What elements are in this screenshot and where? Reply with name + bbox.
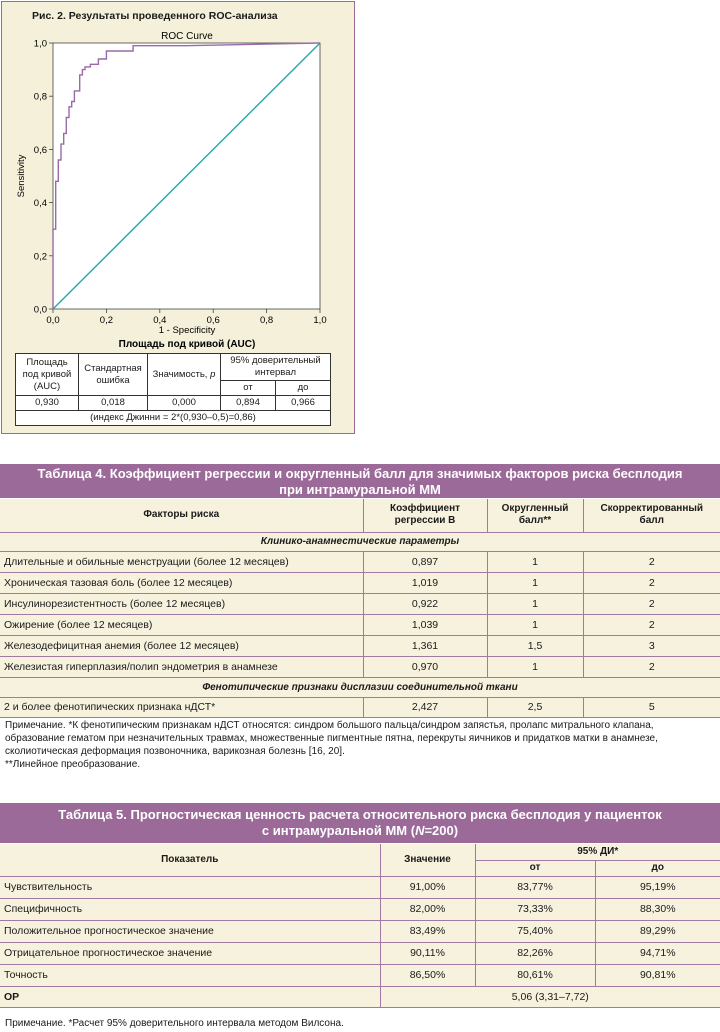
t5-ci-to: 89,29%: [595, 920, 720, 942]
table-row: [0, 898, 720, 920]
t4-corr-value: 5: [583, 697, 720, 717]
t4-factor-name: Ожирение (более 12 месяцев): [0, 614, 363, 635]
t5-or-label: ОР: [0, 986, 380, 1007]
p-value: 0,000: [148, 396, 221, 411]
roc-figure: [1, 1, 355, 434]
t4-corr-value: 2: [583, 614, 720, 635]
t5-ci-to: 94,71%: [595, 942, 720, 964]
t5-header-from: от: [475, 860, 595, 876]
t5-or-value: 5,06 (3,31–7,72): [380, 986, 720, 1007]
t4-coef-value: 1,361: [363, 635, 487, 656]
t4-coef-value: 0,922: [363, 593, 487, 614]
auc-table: [15, 353, 331, 426]
auc-subtitle: Площадь под кривой (AUC): [118, 339, 256, 350]
t4-section-phenotype: Фенотипические признаки дисплазии соединительной ткани: [0, 677, 720, 697]
table-row: [0, 964, 720, 986]
t5-value: 91,00%: [380, 876, 475, 898]
table-row: [0, 551, 720, 572]
t5-ci-from: 82,26%: [475, 942, 595, 964]
chart-title: ROC Curve: [161, 31, 213, 42]
table-row: [0, 572, 720, 593]
t5-ci-from: 73,33%: [475, 898, 595, 920]
t5-header-value: Значение: [380, 844, 475, 876]
y-tick-label: 0,6: [33, 144, 47, 156]
table5-title: [0, 803, 720, 843]
t4-round-value: 1: [487, 551, 583, 572]
table4-note-line2: **Линейное преобразование.: [5, 759, 141, 770]
t5-value: 86,50%: [380, 964, 475, 986]
x-tick-label: 0,0: [46, 315, 60, 326]
x-tick-label: 0,4: [153, 315, 167, 326]
t4-round-value: 1: [487, 593, 583, 614]
t4-round-value: 1: [487, 572, 583, 593]
x-tick-label: 0,8: [259, 315, 274, 326]
table-row: [0, 614, 720, 635]
t4-factor-name: 2 и более фенотипических признака нДСТ*: [0, 697, 363, 717]
gini-note: (индекс Джинни = 2*(0,930–0,5)=0,86): [16, 411, 331, 426]
table5-title-line1: Таблица 5. Прогностическая ценность расчета относительного риска бесплодия у пациенток: [58, 807, 662, 822]
table-row: [0, 635, 720, 656]
x-axis-label: 1 - Specificity: [158, 325, 216, 336]
t5-header-indicator: Показатель: [0, 844, 380, 876]
ci-to-value: 0,966: [275, 396, 330, 411]
t4-coef-value: 1,039: [363, 614, 487, 635]
t4-factor-name: Длительные и обильные менструации (более 12 месяцев): [0, 551, 363, 572]
t4-coef-value: 0,897: [363, 551, 487, 572]
y-tick-label: 0,4: [33, 198, 47, 210]
t4-factor-name: Хроническая тазовая боль (более 12 месяцев): [0, 572, 363, 593]
table4-title: [0, 464, 720, 498]
t5-header-to: до: [595, 860, 720, 876]
table5-note: Примечание. *Расчет 95% доверительного интервала методом Вилсона.: [5, 1018, 344, 1029]
table-row: [0, 697, 720, 717]
t4-header-factor: Факторы риска: [0, 499, 363, 532]
y-tick-label: 0,2: [33, 251, 47, 263]
table5: [0, 844, 720, 1008]
table-row: [0, 656, 720, 677]
t4-round-value: 1: [487, 614, 583, 635]
t5-indicator-name: Чувствительность: [0, 876, 380, 898]
t5-indicator-name: Отрицательное прогностическое значение: [0, 942, 380, 964]
table-row: [0, 876, 720, 898]
t4-corr-value: 2: [583, 551, 720, 572]
figure-title: Рис. 2. Результаты проведенного ROC-анализа: [32, 10, 278, 22]
auc-value: 0,930: [16, 396, 79, 411]
table4: [0, 499, 720, 718]
y-tick-label: 1,0: [33, 38, 47, 50]
table-row: [0, 593, 720, 614]
y-tick-label: 0,0: [33, 304, 47, 316]
ci-to-header: до: [275, 381, 330, 396]
t5-indicator-name: Точность: [0, 964, 380, 986]
se-value: 0,018: [79, 396, 148, 411]
table5-title-line2: с интрамуральной ММ (N=200): [261, 823, 459, 838]
t5-ci-from: 80,61%: [475, 964, 595, 986]
t4-factor-name: Железистая гиперплазия/полип эндометрия в анамнезе: [0, 656, 363, 677]
t4-corr-value: 2: [583, 656, 720, 677]
t5-ci-from: 75,40%: [475, 920, 595, 942]
ci-from-header: от: [221, 381, 276, 396]
table4-note-line1: Примечание. *К фенотипическим признакам нДСТ относятся: синдром большого пальца/синдром запястья, пролапс митрального клапана, образование гематом при незначительных травмах, множественные пигментные пятна, перекруты яичников и придатков матки в анамнезе, сколиотическая деформация позвоночника, варикозная болезнь [16, 20].: [5, 720, 658, 757]
t4-corr-value: 3: [583, 635, 720, 656]
auc-header: Площадь под кривой (AUC): [16, 354, 79, 396]
t5-indicator-name: Положительное прогностическое значение: [0, 920, 380, 942]
table-row: [0, 920, 720, 942]
roc-chart: [2, 2, 354, 352]
x-tick-label: 0,2: [99, 315, 114, 326]
x-tick-label: 1,0: [313, 315, 327, 326]
t5-ci-to: 88,30%: [595, 898, 720, 920]
ci-header: 95% доверительный интервал: [221, 354, 331, 381]
ci-from-value: 0,894: [221, 396, 276, 411]
t4-coef-value: 0,970: [363, 656, 487, 677]
t5-ci-to: 90,81%: [595, 964, 720, 986]
t4-coef-value: 1,019: [363, 572, 487, 593]
table-row: [0, 942, 720, 964]
t5-indicator-name: Специфичность: [0, 898, 380, 920]
p-header: Значимость, p: [148, 354, 221, 396]
t4-factor-name: Инсулинорезистентность (более 12 месяцев): [0, 593, 363, 614]
t4-round-value: 1: [487, 656, 583, 677]
t5-value: 83,49%: [380, 920, 475, 942]
t4-factor-name: Железодефицитная анемия (более 12 месяцев): [0, 635, 363, 656]
t4-header-corr: Скорректированный балл: [583, 499, 720, 532]
t5-ci-to: 95,19%: [595, 876, 720, 898]
t4-coef-value: 2,427: [363, 697, 487, 717]
t5-ci-from: 83,77%: [475, 876, 595, 898]
t5-value: 90,11%: [380, 942, 475, 964]
t4-header-round: Округленный балл**: [487, 499, 583, 532]
table4-title-line1: Таблица 4. Коэффициент регрессии и округленный балл для значимых факторов риска бесплодия: [37, 466, 683, 481]
y-tick-label: 0,8: [33, 91, 47, 103]
t5-value: 82,00%: [380, 898, 475, 920]
t5-header-ci: 95% ДИ*: [475, 844, 720, 860]
table4-title-line2: при интрамуральной ММ: [279, 482, 441, 497]
x-tick-label: 0,6: [206, 315, 220, 326]
t4-section-clinical: Клинико-анамнестические параметры: [0, 532, 720, 551]
t4-round-value: 1,5: [487, 635, 583, 656]
table4-note: [5, 719, 715, 771]
t4-round-value: 2,5: [487, 697, 583, 717]
t4-corr-value: 2: [583, 593, 720, 614]
t4-header-coef: Коэффициент регрессии B: [363, 499, 487, 532]
t4-corr-value: 2: [583, 572, 720, 593]
y-axis-label: Sensitivity: [16, 154, 27, 198]
se-header: Стандартная ошибка: [79, 354, 148, 396]
